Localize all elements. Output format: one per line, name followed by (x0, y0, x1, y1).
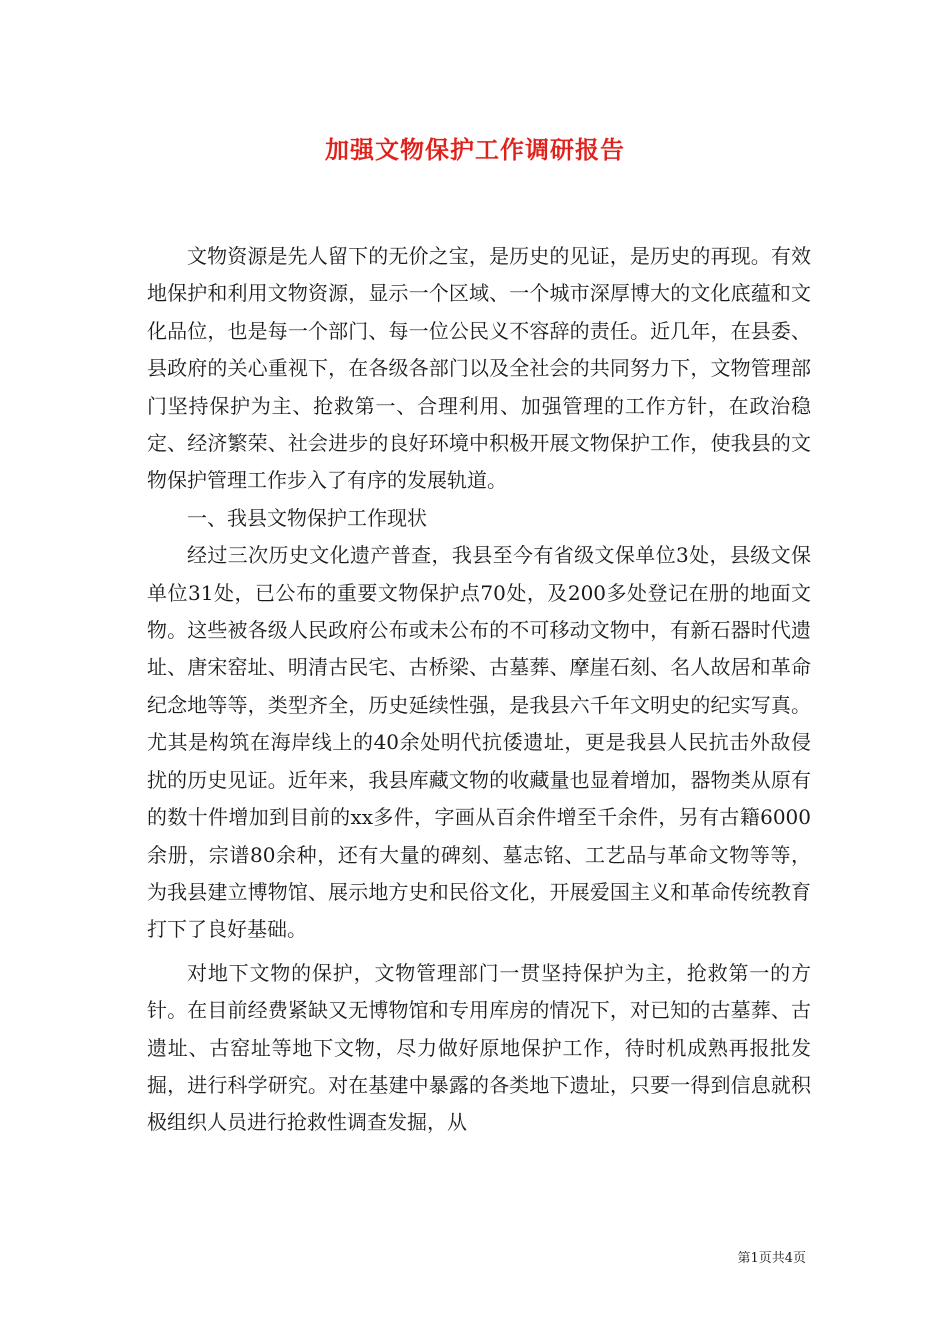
page-number: 第1页共4页 (737, 1251, 806, 1266)
section-heading: 一、我县文物保护工作现状 (187, 505, 427, 530)
paragraph-underground: 对地下文物的保护，文物管理部门一贯坚持保护为主，抢救第一的方针。在目前经费紧缺又无博物馆和专用库房的情况下，对已知的古墓葬、古遗址、古窑址等地下文物，尽力做好原地保护工作，待时机成熟再报批发掘，进行科学研究。对在基建中暴露的各类地下遗址，只要一得到信息就积极组织人员进行抢救性调查发掘，从 (147, 960, 811, 1135)
document-title: 加强文物保护工作调研报告 (325, 135, 625, 164)
paragraph-intro: 文物资源是先人留下的无价之宝，是历史的见证，是历史的再现。有效地保护和利用文物资源，显示一个区域、一个城市深厚博大的文化底蕴和文化品位，也是每一个部门、每一位公民义不容辞的责任。近几年，在县委、县政府的关心重视下，在各级各部门以及全社会的共同努力下，文物管理部门坚持保护为主、抢救第一、合理利用、加强管理的工作方针，在政治稳定、经济繁荣、社会进步的良好环境中积极开展文物保护工作，使我县的文物保护管理工作步入了有序的发展轨道。 (147, 244, 811, 493)
document-body (147, 238, 811, 1142)
paragraph-status: 经过三次历史文化遗产普查，我县至今有省级文保单位3处，县级文保单位31处，已公布的重要文物保护点70处，及200多处登记在册的地面文物。这些被各级人民政府公布或未公布的不可移动文物中，有新石器时代遗址、唐宋窑址、明清古民宅、古桥梁、古墓葬、摩崖石刻、名人故居和革命纪念地等等，类型齐全，历史延续性强，是我县六千年文明史的纪实写真。尤其是构筑在海岸线上的40余处明代抗倭遗址，更是我县人民抗击外敌侵扰的历史见证。近年来，我县库藏文物的收藏量也显着增加，器物类从原有的数十件增加到目前的xx多件，字画从百余件增至千余件，另有古籍6000余册，宗谱80余种，还有大量的碑刻、墓志铭、工艺品与革命文物等等，为我县建立博物馆、展示地方史和民俗文化，开展爱国主义和革命传统教育打下了良好基础。 (147, 543, 811, 942)
